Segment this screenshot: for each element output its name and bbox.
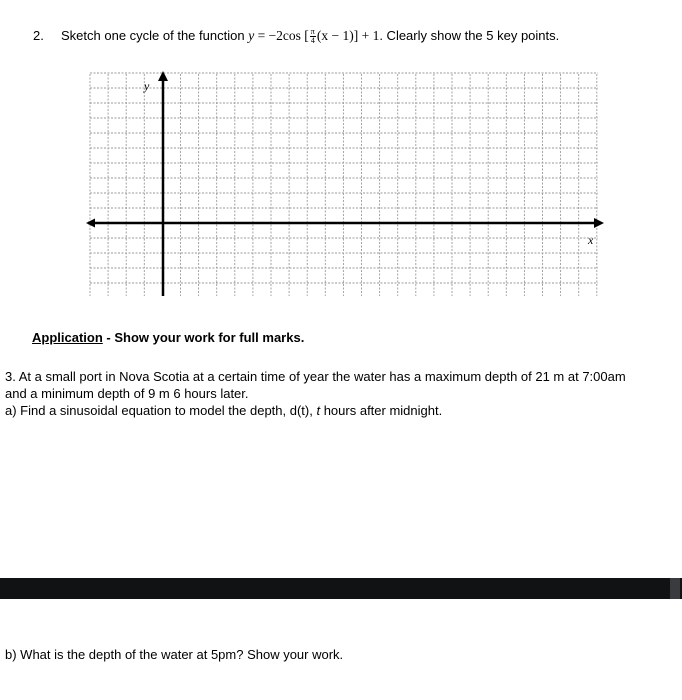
- question-2: [33, 28, 559, 45]
- question-2-number: 2.: [33, 28, 44, 43]
- pi-over-4-fraction: $\frac{\pi}{4}$: [310, 27, 315, 46]
- coordinate-grid: [86, 68, 606, 300]
- application-title: Application: [32, 330, 103, 345]
- function-equation: y = −2cos [ $\frac{\pi}{4}$ (x − 1)] + 1: [248, 27, 380, 46]
- application-instruction: - Show your work for full marks.: [102, 330, 305, 345]
- grid-svg: [86, 68, 606, 300]
- question-3: [5, 368, 680, 419]
- question-3-part-b: b) What is the depth of the water at 5pm? Show your work.: [5, 647, 344, 662]
- question-2-suffix: . Clearly show the 5 key points.: [379, 28, 560, 43]
- y-axis-top-arrow: [158, 71, 168, 81]
- x-axis-right-arrow: [594, 218, 604, 228]
- grid-lines: [90, 73, 598, 296]
- x-axis-label: x: [588, 233, 594, 247]
- question-3-line-1: 3. At a small port in Nova Scotia at a certain time of year the water has a maximum depth of 21 m at 7:00am: [5, 369, 626, 384]
- x-axis-left-arrow: [86, 219, 95, 228]
- question-3-part-a: a) Find a sinusoidal equation to model the depth, d(t), t hours after midnight.: [5, 403, 443, 418]
- y-axis-label: y: [144, 79, 150, 93]
- dark-separator-bar: [0, 578, 682, 599]
- question-2-prefix: Sketch one cycle of the function: [61, 28, 245, 43]
- question-3-line-2: and a minimum depth of 9 m 6 hours later.: [5, 386, 249, 401]
- application-heading: [32, 330, 304, 345]
- scrollbar-edge: [670, 578, 680, 599]
